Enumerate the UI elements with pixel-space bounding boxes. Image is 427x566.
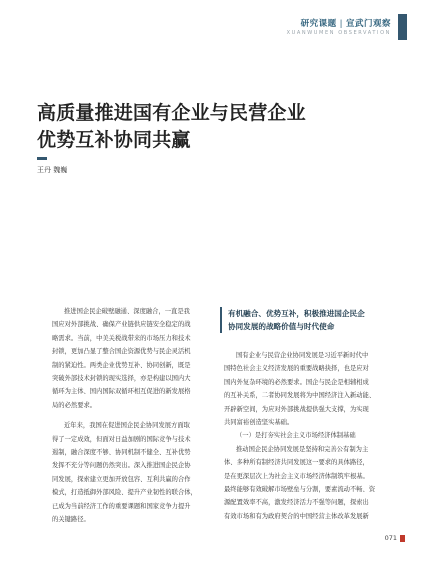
page-number-accent [400, 535, 405, 542]
text-line: 同发展，探索建立更加开放包容、互利共赢的合作 [52, 475, 191, 483]
callout-line-1: 有机融合、优势互补，积极推进国企民企 [228, 309, 365, 318]
text-line: 已成为当前经济工作的重要课题和国家竞争力提升 [52, 502, 191, 510]
text-line: 封锁，更加凸显了整合国企资源优势与民企灵活机 [52, 348, 191, 356]
author-rule [37, 157, 47, 160]
text-line: 突破外部技术封锁的现实选择，亦是构建以国内大 [52, 375, 191, 383]
text-line: 开辟新空间，为应对外部挑战提供强大支撑，为实现 [224, 405, 369, 413]
text-line: 遏制，融合深度不够、协同机制不健全、互补优势 [52, 449, 191, 457]
header-section-title [301, 17, 391, 29]
text-line: 推动国企民企协同发展是坚持和完善公有制为主 [236, 445, 369, 453]
text-line: 循环为主体、国内国际双循环相互促进的新发展格 [52, 388, 191, 396]
article-title [37, 100, 306, 154]
text-line: 局的必然要求。 [52, 401, 97, 409]
text-line: 国有企业与民营企业协同发展是习近平新时代中 [236, 352, 369, 359]
text-line: 是在更深层次上为社会主义市场经济体制筑牢根基。 [224, 472, 369, 480]
left-column [52, 305, 206, 527]
text-line: 最终能够有效破解市场壁垒与分割，要素流动不畅、资 [224, 486, 376, 494]
text-line: 有效市场和有为政府契合的中国经营主体改革发展新 [224, 512, 369, 520]
text-line: 的互补关系，二者协同发展将为中国经济注入新动能、 [224, 392, 376, 400]
callout-line-2: 协同发展的战略价值与时代使命 [228, 322, 335, 331]
header-section: 研究课题 [300, 19, 337, 29]
text-line: 国应对外部挑战、确保产业链供应链安全稳定的战 [52, 321, 191, 329]
page-number: 071 [384, 534, 397, 542]
right-subheading [224, 429, 394, 442]
left-paragraph-1 [52, 305, 206, 412]
header-column: 宣武门观察 [345, 19, 391, 29]
text-line: 推进国企民企破壁融通、深度融合，一直是我 [64, 308, 190, 315]
text-line: 的关键路径。 [52, 516, 90, 524]
text-line: 体、多种所有制经济共同发展这一要求的具体路径， [224, 459, 369, 467]
right-paragraph-1 [224, 349, 394, 429]
right-column [224, 349, 394, 523]
text-line: 近年来，我国在促进国企民企协同发展方面取 [64, 422, 190, 430]
text-line: 略需求。当前，中美关税战带来的市场压力和技术 [52, 334, 191, 342]
header-accent-bar [398, 14, 407, 40]
title-line-1: 高质量推进国有企业与民营企业 [37, 102, 306, 124]
header-english: XUANWUMEN OBSERVATION [286, 30, 391, 36]
text-line: 国特色社会主义经济发展的重要战略抉择，也是应对 [224, 365, 369, 373]
author-byline: 王丹 魏巍 [37, 166, 68, 174]
text-line: 得了一定成效，但面对日益加剧的国际竞争与技术 [52, 435, 191, 443]
right-paragraph-2 [224, 443, 394, 523]
section-callout [220, 307, 408, 333]
text-line: 发挥不充分等问题仍然突出。深入推进国企民企协 [52, 462, 191, 470]
title-line-2: 优势互补协同共赢 [37, 129, 191, 151]
subheading-text: （一）是打夯实社会主义市场经济体制基础 [236, 432, 356, 440]
text-line: 共同富裕创造坚实基础。 [224, 419, 294, 427]
text-line: 模式，打造抵御外部风险、提升产业韧性的联合体， [52, 489, 197, 497]
left-paragraph-2 [52, 419, 206, 526]
header-separator: | [339, 19, 343, 29]
text-line: 制的紧迫性。两类企业优势互补、协同创新，既是 [52, 361, 191, 369]
text-line: 国内外复杂环境的必然要求。国企与民企是相辅相成 [224, 378, 369, 386]
text-line: 源配置效率不高，激发经济活力不强等问题，探索出 [224, 499, 369, 507]
